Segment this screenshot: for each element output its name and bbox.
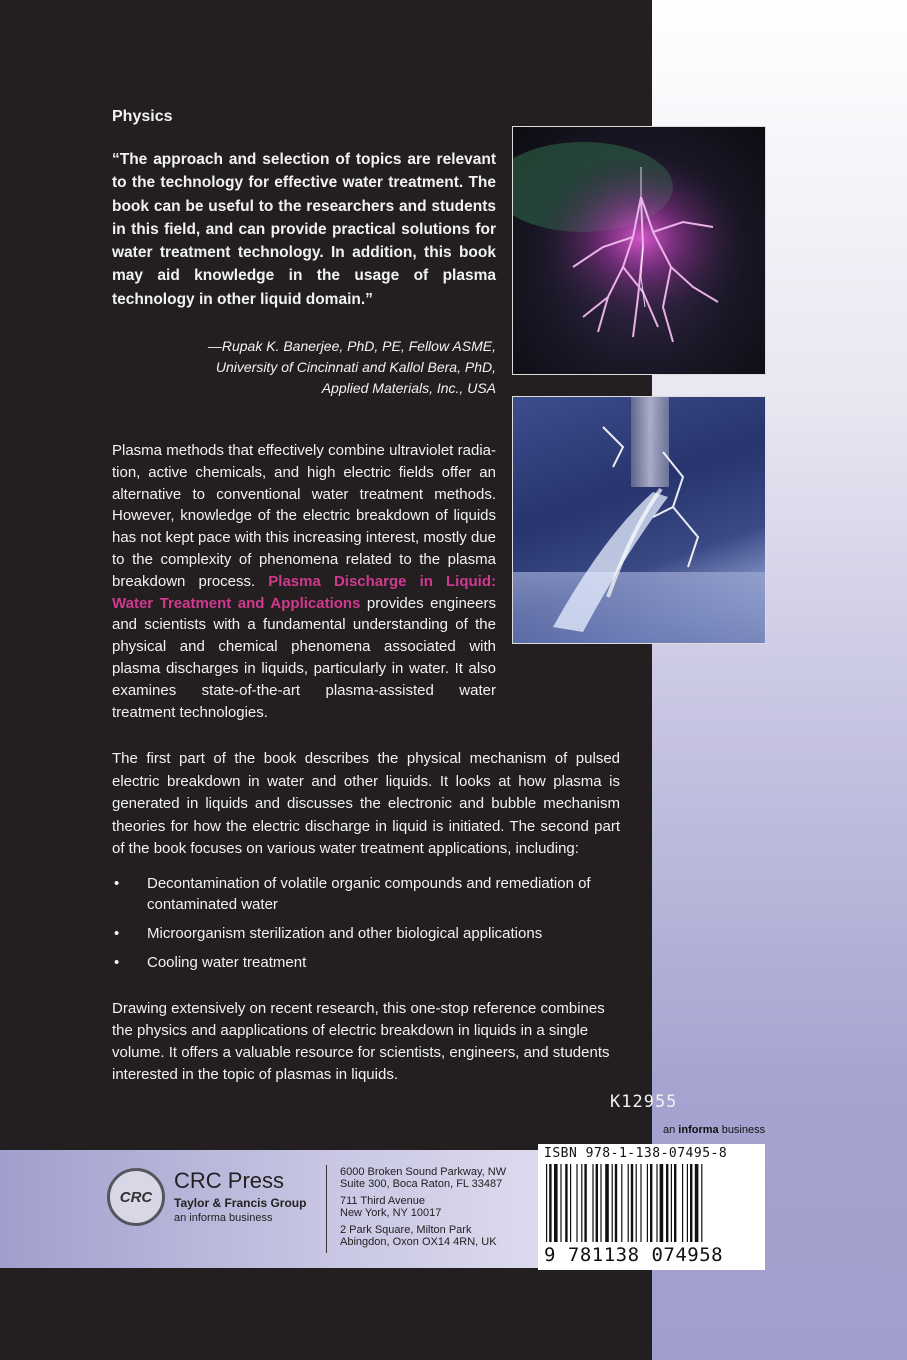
bullet-icon: • bbox=[114, 954, 120, 971]
isbn-barcode bbox=[538, 1144, 765, 1270]
footer-divider bbox=[326, 1165, 327, 1253]
publisher-addresses bbox=[340, 1166, 506, 1248]
address-line: Suite 300, Boca Raton, FL 33487 bbox=[340, 1178, 503, 1190]
barcode-digits: 9 781138 074958 bbox=[544, 1244, 724, 1266]
attribution-line: University of Cincinnati and Kallol Bera, PhD, bbox=[215, 359, 496, 375]
list-item bbox=[112, 923, 620, 944]
address-line: 6000 Broken Sound Parkway, NW bbox=[340, 1166, 507, 1178]
attribution-line: —Rupak K. Banerjee, PhD, PE, Fellow ASME, bbox=[207, 338, 496, 354]
list-item bbox=[112, 873, 620, 915]
attribution-line: Applied Materials, Inc., USA bbox=[321, 380, 496, 396]
endorsement-attribution bbox=[112, 336, 496, 399]
publisher-name: CRC Press bbox=[174, 1168, 285, 1193]
description-text: Plasma methods that effectively combine ultraviolet radiation, active chemicals, and high electric fields offer an alternative to conventional water treatment methods. However, knowledge of the electric breakdown of liquids has not kept pace with this increasing interest, mostly due to the complexity of phenomena related to the plasma breakdown process. bbox=[112, 442, 496, 590]
address-line: 711 Third Avenue bbox=[340, 1195, 426, 1207]
category-label: Physics bbox=[112, 108, 173, 125]
catalog-number: K12955 bbox=[610, 1092, 678, 1112]
bullet-icon: • bbox=[114, 875, 120, 892]
crc-press-logo: CRC bbox=[107, 1168, 165, 1226]
endorsement-quote: “The approach and selection of topics are relevant to the technology for effective water treatment. The book can be useful to the researchers and students in this field, and can provide practical solutions for water treatment technology. In addition, this book may aid knowledge in the usage of plasma technology in other liquid domain.” bbox=[112, 151, 496, 308]
address-line: 2 Park Square, Milton Park bbox=[340, 1224, 472, 1236]
informa-suffix: business bbox=[718, 1124, 766, 1136]
address-line: New York, NY 10017 bbox=[340, 1207, 442, 1219]
closing-paragraph: Drawing extensively on recent research, this one-stop reference combines the physics and aapplications of electric breakdown in liquids in a single volume. It offers a valuable resource for scientists, engineers, and students interested in the topic of plasmas in liquids. bbox=[112, 1000, 610, 1083]
publisher-group: Taylor & Francis Group bbox=[174, 1196, 307, 1210]
publisher-tagline: an informa business bbox=[174, 1212, 273, 1224]
book-title: Plasma Discharge in Liquid: Water Treatment and Applications bbox=[112, 572, 497, 612]
book-contents-summary bbox=[112, 748, 620, 861]
book-description bbox=[112, 440, 496, 723]
water-discharge-image bbox=[513, 397, 765, 643]
informa-brand: informa bbox=[678, 1124, 719, 1136]
list-item-text: Microorganism sterilization and other biological applications bbox=[147, 925, 543, 942]
applications-list bbox=[112, 873, 620, 981]
description-text: provides engineers and scientists with a fundamental understanding of the physical and chemical phenomena associated with plasma discharges in liquids, particularly in water. It also examines state-of-the-art plasma-assisted water treatment technologies. bbox=[112, 594, 496, 721]
address-line: Abingdon, Oxon OX14 4RN, UK bbox=[340, 1236, 497, 1248]
bullet-icon: • bbox=[114, 925, 120, 942]
plasma-discharge-photo bbox=[512, 126, 766, 375]
isbn-number: ISBN 978-1-138-07495-8 bbox=[544, 1146, 728, 1161]
informa-prefix: an bbox=[663, 1124, 679, 1136]
list-item bbox=[112, 952, 620, 973]
list-item-text: Cooling water treatment bbox=[147, 954, 307, 971]
list-item-text: Decontamination of volatile organic compounds and remediation of contaminated water bbox=[147, 875, 591, 913]
informa-business-tag bbox=[663, 1124, 765, 1136]
summary-paragraph: The first part of the book describes the physical mechanism of pulsed electric breakdown in water and other liquids. It looks at how plasma is generated in liquids and discusses the electronic and bubble mechanism theories for how the electric discharge in liquid is initiated. The second part of the book focuses on various water treatment applications, including: bbox=[112, 750, 620, 857]
water-discharge-photo bbox=[512, 396, 766, 644]
plasma-discharge-image bbox=[513, 127, 765, 374]
barcode-bars bbox=[546, 1164, 758, 1242]
